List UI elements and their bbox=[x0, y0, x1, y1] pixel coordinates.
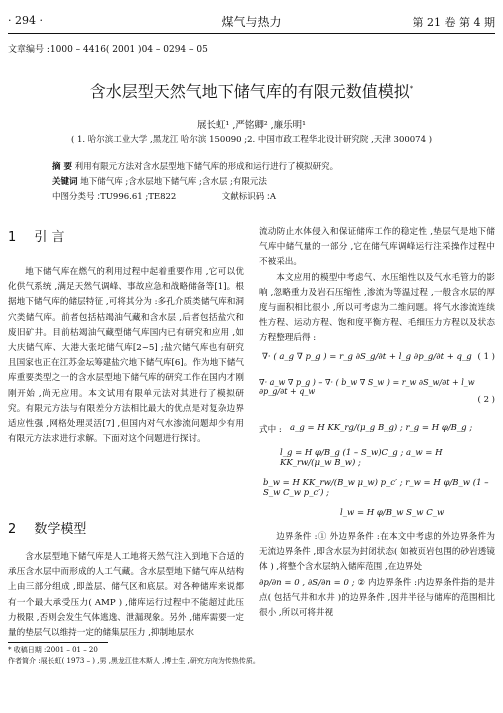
continued-paragraph: 流动防止水体侵入和保证储库工作的稳定性 ,垫层气是地下储气库中储气量的一部分 ,它在储气库调峰运行注采操作过程中不被采出。 bbox=[259, 227, 495, 268]
abstract-label: 摘 要 bbox=[52, 162, 72, 172]
footnote-rule bbox=[8, 642, 108, 643]
equation-2 bbox=[259, 378, 495, 396]
section-title: 引 言 bbox=[34, 230, 65, 245]
model-text: 含水层型地下储气库是人工地将天然气注入到地下合适的承压含水层中而形成的人工气藏。含水层型地下储气库从结构上由三部分组成 ,即盖层、储气区和底层。对各种储库来说都有一个最大承受压力( AMP ) ,储库运行过程中不能超过此压力极限 ,否则会发生气体逃逸、泄漏现象。另外 ,储库需要一定量的垫层气以维持一定的储集层压力 ,抑制地层水 bbox=[8, 552, 244, 639]
model-assumptions-paragraph: 本文应用的模型中考虑气、水压缩性以及气水毛管力的影响 ,忽略重力及岩石压缩性 ,渗流为等温过程 ,一般含水层的厚度与面积相比很小 ,所以可考虑为二维问题。将气水渗流连续性方程、运动方程、饱和度平衡方程、毛细压力方程以及状态方程整理后得 : bbox=[259, 272, 495, 344]
outer-boundary-text: 边界条件 :① 外边界条件 :在本文中考虑的外边界条件为无流边界条件 ,即含水层为封闭状态( 如被页岩包围的砂岩透镜体 ) ,将整个含水层纳入储库范围 ,在边界处 bbox=[259, 532, 495, 573]
clc-label: 中图分类号 : bbox=[52, 192, 101, 202]
equation-1-body: ∇· ( a_g ∇ p_g ) = r_g ∂S_g/∂t + l_g ∂p_g/∂t + q_g bbox=[262, 352, 472, 362]
abstract bbox=[52, 160, 467, 174]
clc-code: TU996.61 ;TE822 bbox=[100, 192, 177, 202]
article-number: 文章编号 :1000 – 4416( 2001 )04 – 0294 – 05 bbox=[8, 45, 208, 55]
doc-code-label: 文献标识码 : bbox=[221, 192, 270, 202]
affiliation: ( 1. 哈尔滨工业大学 ,黑龙江 哈尔滨 150090 ;2. 中国市政工程华北设计研究院 ,天津 300074 ) bbox=[70, 135, 433, 145]
abstract-text: 利用有限元方法对含水层型地下储气库的形成和运行进行了模拟研究。 bbox=[74, 162, 339, 172]
running-header bbox=[8, 12, 495, 32]
received-date: * 收稿日期 :2001 – 01 – 20 bbox=[8, 646, 98, 654]
keywords-text: 地下储气库 ;含水层地下储气库 ;含水层 ;有限元法 bbox=[80, 177, 267, 187]
equation-1 bbox=[262, 352, 495, 362]
title-footnote-mark: * bbox=[409, 84, 414, 93]
section-number: 1 bbox=[8, 230, 17, 245]
author-bio: 作者简介 :展长虹( 1973 – ) ,男 ,黑龙江佳木斯人 ,博士生 ,研究方向为传热传质。 bbox=[8, 657, 260, 665]
footnote bbox=[8, 645, 495, 667]
coefficient-eq-b-w: b_w = H KK_rw/(B_w μ_w) p_c′ ; r_w = H φ/B_w (1 – S_w C_w p_c′) ; bbox=[263, 478, 489, 498]
title-text: 含水层型天然气地下储气库的有限元数值模拟 bbox=[89, 82, 410, 101]
right-column-text bbox=[259, 225, 495, 347]
boundary-conditions bbox=[259, 530, 495, 621]
coefficient-eq-l-g: l_g = H φ/B_g (1 – S_w)C_g ; a_w = H KK_rw/(μ_w B_w) ; bbox=[280, 448, 443, 468]
page-number: · 294 · bbox=[8, 14, 43, 27]
equation-1-number: ( 1 ) bbox=[477, 352, 495, 362]
coefficient-eq-a-g: a_g = H KK_rg/(μ_g B_g) ; r_g = H φ/B_g ; bbox=[290, 423, 473, 433]
keywords bbox=[52, 175, 467, 189]
intro-text: 地下储气库在燃气的利用过程中起着重要作用 ,它可以优化供气系统 ,满足天然气调峰、事故应急和战略储备等[1]。根据地下储气库的储层特征 ,可将其分为 :多孔介质类储气库和洞穴类储气库。前者包括枯竭油气藏和含水层 ,后者包括盐穴和废旧矿井。目前枯竭油气藏型储气库国内已有研究和应用 ,如大庆储气库、大港大张坨储气库[2~5] ;盐穴储气库也有研究且国家也正在江苏金坛筹建盐穴地下储气库[6]。作为地下储气库重要类型之一的含水层型地下储气库的研究工作在国内才刚刚开始 ,尚无应用。本文试用有限单元法对其进行了模拟研究。有限元方法与有限差分方法相比最大的优点是对复杂边界适应性强 ,网格处理灵活[7] ,但国内对气水渗流问题却少有用有限元方法求进行求解。下面对这个问题进行探讨。 bbox=[8, 267, 244, 445]
inner-boundary-text: ② 内边界条件 :内边界条件指的是井点( 包括气井和水井 )的边界条件 ,因井半径与储库的范围相比很小 ,所以可将井视 bbox=[259, 577, 495, 619]
boundary-equation: ∂p/∂n = 0 , ∂S/∂n = 0 ; bbox=[259, 577, 355, 588]
where-label: 式中 : bbox=[259, 425, 282, 435]
section-title: 数学模型 bbox=[34, 522, 87, 537]
equation-2-body: ∇· a_w ∇ p_g ) – ∇· ( b_w ∇ S_w ) = r_w ∂S_w/∂t + l_w ∂p_g/∂t + q_w bbox=[259, 378, 475, 396]
coefficient-eq-l-w: l_w = H φ/B_w S_w C_w bbox=[340, 508, 445, 518]
keywords-label: 关键词 bbox=[52, 177, 78, 187]
section-heading-intro bbox=[8, 226, 65, 245]
equation-2-number-row bbox=[259, 395, 495, 405]
classification bbox=[52, 190, 467, 204]
intro-paragraph bbox=[8, 265, 244, 447]
volume-issue: 第 21 卷 第 4 期 bbox=[412, 16, 495, 29]
doc-code: A bbox=[269, 192, 276, 202]
section-number: 2 bbox=[8, 522, 17, 537]
equation-2-number: ( 2 ) bbox=[477, 395, 495, 405]
journal-name: 煤气与热力 bbox=[221, 15, 282, 29]
header-rule bbox=[8, 33, 495, 34]
section-heading-model bbox=[8, 518, 86, 537]
paper-title bbox=[0, 79, 503, 102]
model-paragraph bbox=[8, 550, 244, 641]
authors: 展长虹¹ ,严铭卿² ,廉乐明¹ bbox=[196, 120, 306, 131]
